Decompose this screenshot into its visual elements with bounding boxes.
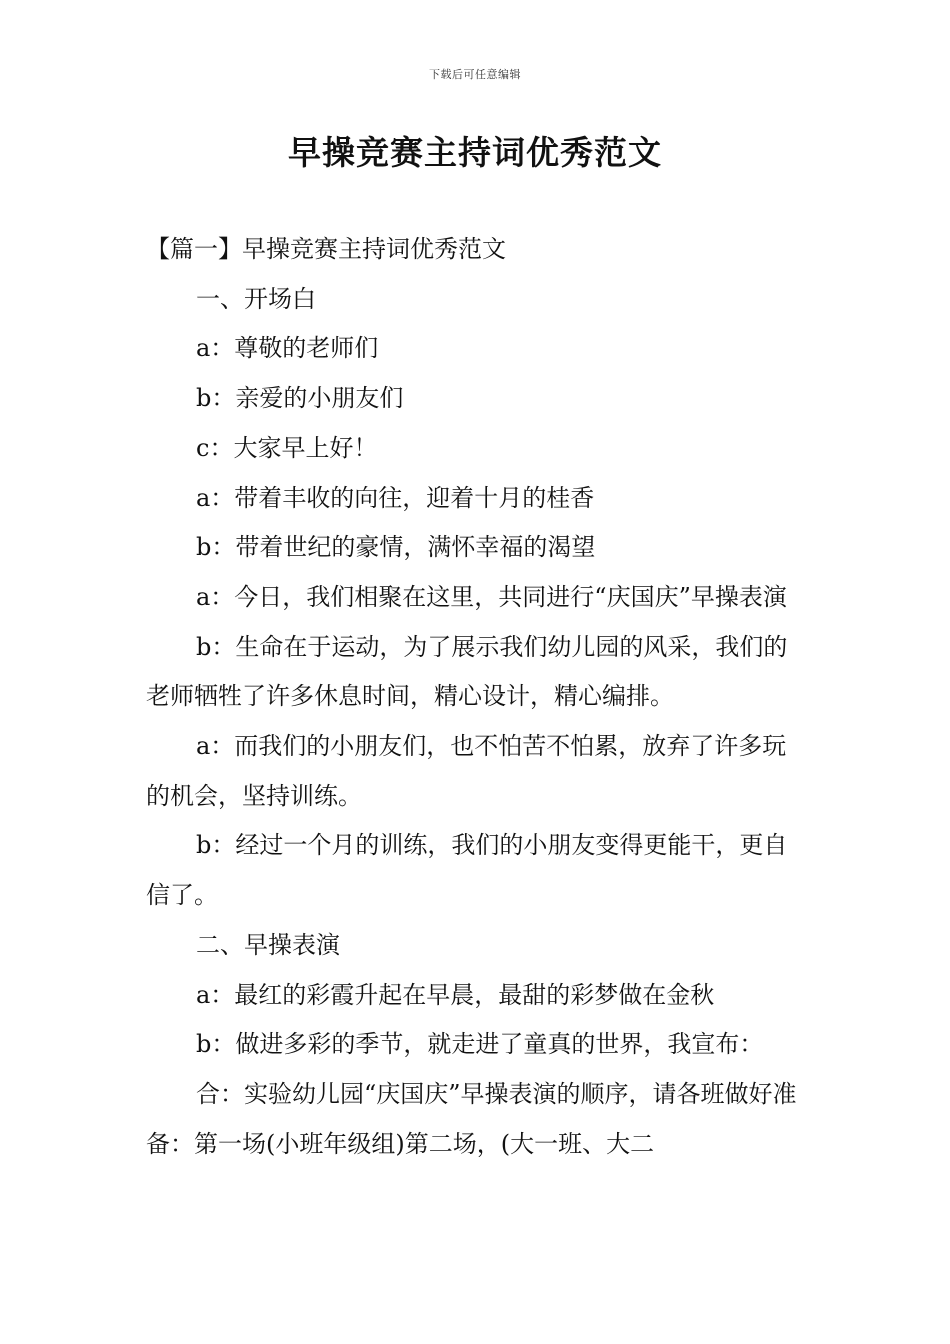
- paragraph: c：大家早上好！: [196, 433, 378, 462]
- paragraph: b：生命在于运动，为了展示我们幼儿园的风采，我们的老师牺牲了许多休息时间，精心设计，精心编排。: [146, 632, 788, 711]
- paragraph: b：亲爱的小朋友们: [196, 384, 404, 413]
- paragraph: a：带着丰收的向往，迎着十月的桂香: [196, 483, 595, 512]
- paragraph: b：经过一个月的训练，我们的小朋友变得更能干，更自信了。: [146, 831, 788, 910]
- paragraph: a：最红的彩霞升起在早晨，最甜的彩梦做在金秋: [196, 980, 715, 1009]
- paragraph: a：尊敬的老师们: [196, 334, 379, 363]
- paragraph: 合：实验幼儿园“庆国庆”早操表演的顺序，请各班做好准备：第一场(小班年级组)第二场，(大一班、大二: [146, 1079, 797, 1158]
- paragraph: a：而我们的小朋友们，也不怕苦不怕累，放弃了许多玩的机会，坚持训练。: [146, 732, 787, 810]
- section-heading: 【篇一】早操竞赛主持词优秀范文: [146, 235, 506, 263]
- document-title: 早操竞赛主持词优秀范文: [288, 133, 662, 172]
- header-note: 下载后可任意编辑: [429, 68, 521, 81]
- paragraph: 二、早操表演: [196, 930, 340, 959]
- paragraph: 一、开场白: [196, 284, 316, 313]
- document-body: [146, 225, 810, 1169]
- paragraph: a：今日，我们相聚在这里，共同进行“庆国庆”早操表演: [196, 582, 787, 611]
- paragraph: b：做进多彩的季节，就走进了童真的世界，我宣布：: [196, 1030, 764, 1059]
- paragraph: b：带着世纪的豪情，满怀幸福的渴望: [196, 533, 596, 562]
